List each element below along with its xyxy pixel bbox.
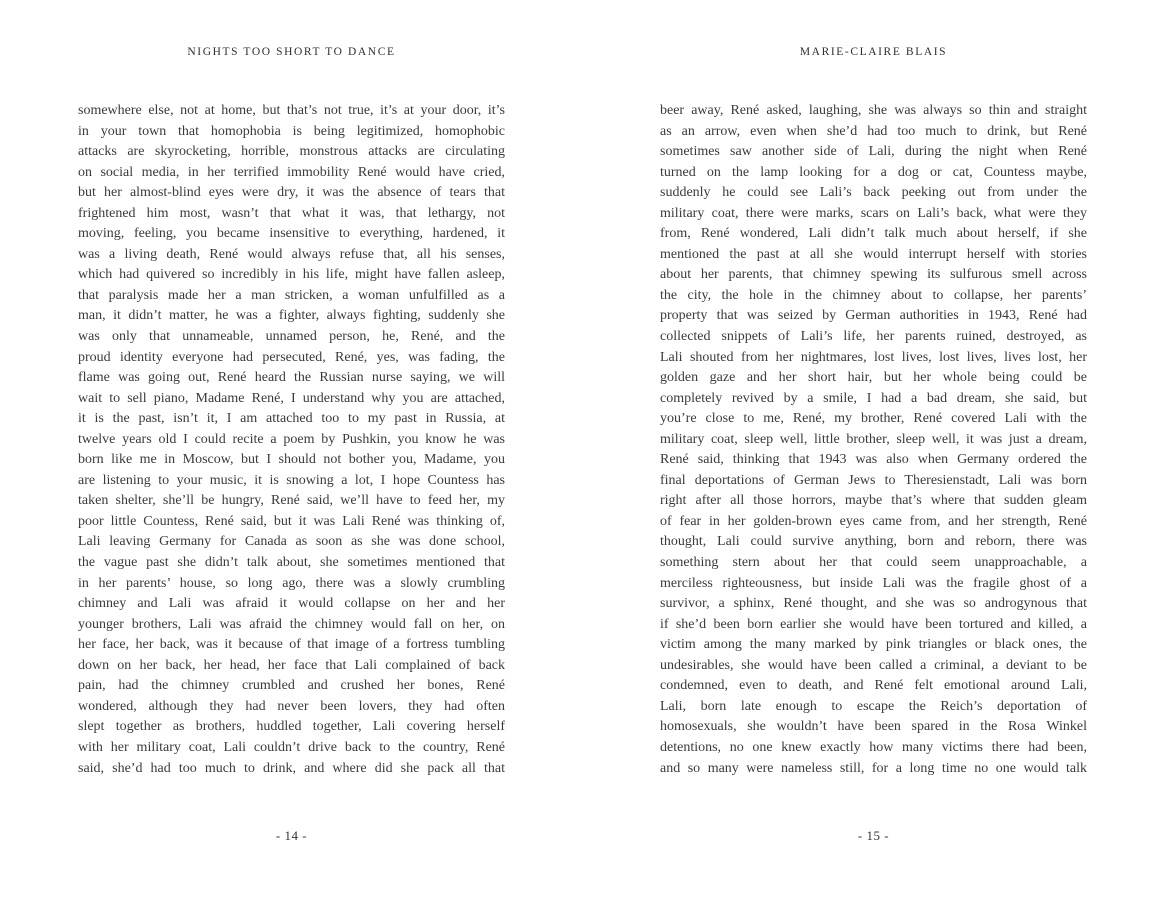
text-line: with her military coat, Lali couldn’t drive back to the country, René	[78, 739, 505, 755]
text-line: man, it didn’t matter, he was a fighter, always fighting, suddenly she	[78, 308, 505, 324]
page-right-text	[660, 101, 1087, 779]
text-line: final deportations of German Jews to Theresienstadt, Lali was born	[660, 472, 1087, 488]
text-line: from, René wondered, Lali didn’t talk much about herself, if she	[660, 226, 1087, 242]
page-right	[660, 0, 1087, 900]
text-line: merciless righteousness, but inside Lali was the fragile ghost of a	[660, 575, 1087, 591]
text-line: said, she’d had too much to drink, and where did she pack all that	[78, 760, 505, 776]
text-line: beer away, René asked, laughing, she was always so thin and straight	[660, 103, 1087, 118]
text-line: victim among the many marked by pink triangles or black ones, the	[660, 637, 1087, 653]
text-line: if she’d been born earlier she would have been tortured and killed, a	[660, 616, 1087, 632]
text-line: homosexuals, she wouldn’t have been spared in the Rosa Winkel	[660, 719, 1087, 735]
text-line: somewhere else, not at home, but that’s not true, it’s at your door, it’s	[78, 103, 505, 118]
text-line: the city, the hole in the chimney about to collapse, her parents’	[660, 287, 1087, 303]
text-line: pain, had the chimney crumbled and crushed her bones, René	[78, 678, 505, 694]
text-line: about her parents, that chimney spewing its sulfurous smell across	[660, 267, 1087, 283]
text-line: in your town that homophobia is being legitimized, homophobic	[78, 123, 505, 139]
text-line: chimney and Lali was afraid it would collapse on her and her	[78, 596, 505, 612]
text-line: wait to sell piano, Madame René, I understand why you are attached,	[78, 390, 505, 406]
text-line: moving, feeling, you became insensitive to everything, hardened, it	[78, 226, 505, 242]
text-line: sometimes saw another side of Lali, during the night when René	[660, 144, 1087, 160]
text-line: born like me in Moscow, but I should not bother you, Madame, you	[78, 452, 505, 468]
text-line: golden gaze and her short hair, but her whole being could be	[660, 370, 1087, 386]
text-line: younger brothers, Lali was afraid the chimney would fall on her, on	[78, 616, 505, 632]
text-line: as an arrow, even when she’d had too much to drink, but René	[660, 123, 1087, 139]
page-left-number: - 14 -	[275, 828, 308, 843]
text-line: Lali shouted from her nightmares, lost lives, lost lives, lives lost, her	[660, 349, 1087, 365]
text-line: poor little Countess, René said, but it was Lali René was thinking of,	[78, 513, 505, 529]
text-line: twelve years old I could recite a poem by Pushkin, you know he was	[78, 431, 505, 447]
text-line: which had quivered so incredibly in his life, might have fallen asleep,	[78, 267, 505, 283]
text-line: undesirables, she would have been called a criminal, a deviant to be	[660, 657, 1087, 673]
text-line: frightened him most, wasn’t that what it was, that lethargy, not	[78, 205, 505, 221]
text-line: something stern about her that could seem unapproachable, a	[660, 555, 1087, 571]
text-line: on social media, in her terrified immobility René would have cried,	[78, 164, 505, 180]
text-line: René said, thinking that 1943 was also when Germany ordered the	[660, 452, 1087, 468]
text-line: wondered, although they had never been lovers, they had often	[78, 698, 505, 714]
text-line: military coat, sleep well, little brother, sleep well, it was just a dream,	[660, 431, 1087, 447]
text-line: of fear in her golden-brown eyes came from, and her strength, René	[660, 513, 1087, 529]
text-line: was only that unnameable, unnamed person, he, René, and the	[78, 329, 505, 345]
text-line: mentioned the past at all she would interrupt herself with stories	[660, 246, 1087, 262]
text-line: was a living death, René would always refuse that, all his senses,	[78, 246, 505, 262]
text-line: that paralysis made her a man stricken, a woman unfulfilled as a	[78, 287, 505, 303]
running-header-author-name: MARIE-CLAIRE BLAIS	[799, 46, 948, 58]
page-right-number: - 15 -	[857, 828, 890, 843]
running-header-book-title: NIGHTS TOO SHORT TO DANCE	[187, 46, 396, 58]
text-line: collected snippets of Lali’s life, her parents ruined, destroyed, as	[660, 329, 1087, 345]
text-line: slept together as brothers, huddled together, Lali covering herself	[78, 719, 505, 735]
text-line: turned on the lamp looking for a dog or cat, Countess maybe,	[660, 164, 1087, 180]
text-line: survivor, a sphinx, René thought, and she was so androgynous that	[660, 596, 1087, 612]
text-line: down on her back, her head, her face that Lali complained of back	[78, 657, 505, 673]
text-line: Lali leaving Germany for Canada as soon as she was done school,	[78, 534, 505, 550]
text-line: condemned, even to death, and René felt emotional around Lali,	[660, 678, 1087, 694]
text-line: taken shelter, she’ll be hungry, René said, we’ll have to feed her, my	[78, 493, 505, 509]
text-line: attacks are skyrocketing, horrible, monstrous attacks are circulating	[78, 144, 505, 160]
text-line: completely revived by a smile, I had a bad dream, she said, but	[660, 390, 1087, 406]
text-line: thought, Lali could survive anything, born and reborn, there was	[660, 534, 1087, 550]
text-line: proud identity everyone had persecuted, René, yes, was fading, the	[78, 349, 505, 365]
text-line: are listening to your music, it is snowing a lot, I hope Countess has	[78, 472, 505, 488]
text-line: suddenly he could see Lali’s back peeking out from under the	[660, 185, 1087, 201]
page-left-text	[78, 101, 505, 779]
text-line: the vague past she didn’t talk about, she sometimes mentioned that	[78, 555, 505, 571]
text-line: Lali, born late enough to escape the Reich’s deportation of	[660, 698, 1087, 714]
text-line: but her almost-blind eyes were dry, it was the absence of tears that	[78, 185, 505, 201]
text-line: right after all those horrors, maybe that’s where that sudden gleam	[660, 493, 1087, 509]
text-line: flame was going out, René heard the Russian nurse saying, we will	[78, 370, 505, 386]
text-line: her face, her back, was it because of that image of a fortress tumbling	[78, 637, 505, 653]
text-line: it is the past, isn’t it, I am attached too to my past in Russia, at	[78, 411, 505, 427]
text-line: property that was seized by German authorities in 1943, René had	[660, 308, 1087, 324]
text-line: in her parents’ house, so long ago, there was a slowly crumbling	[78, 575, 505, 591]
text-line: detentions, no one knew exactly how many victims there had been,	[660, 739, 1087, 755]
text-line: military coat, there were marks, scars on Lali’s back, what were they	[660, 205, 1087, 221]
text-line: and so many were nameless still, for a long time no one would talk	[660, 760, 1087, 776]
page-left	[78, 0, 505, 900]
text-line: you’re close to me, René, my brother, René covered Lali with the	[660, 411, 1087, 427]
